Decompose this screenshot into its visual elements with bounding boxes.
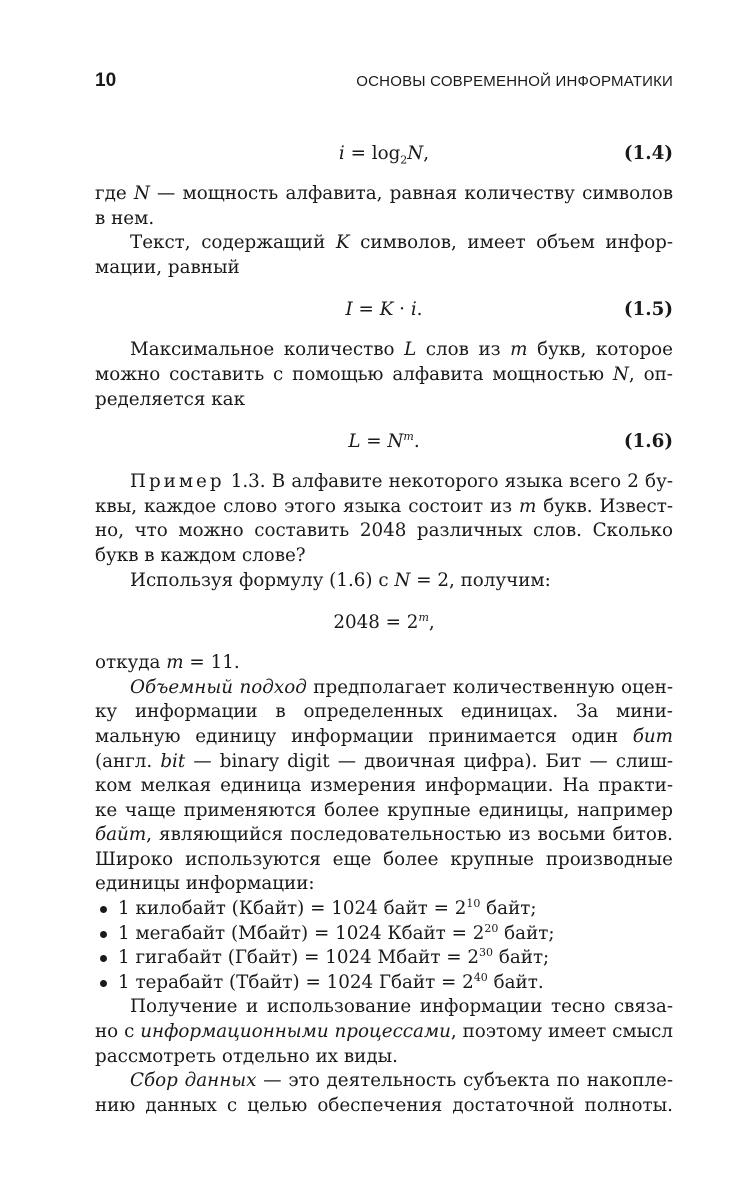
equation-1-5: I = K · i. (1.5) [95, 296, 673, 324]
running-title: ОСНОВЫ СОВРЕМЕННОЙ ИНФОРМАТИКИ [356, 73, 673, 90]
paragraph: ку информации в определенных единицах. За мини- [95, 701, 673, 723]
paragraph: букв в каждом слове? [95, 544, 306, 566]
paragraph: байт, являющийся последовательностью из восьми битов. [95, 824, 673, 846]
paragraph: рассмотреть отдельно их виды. [95, 1045, 398, 1067]
equation-1-4: $i = \log_2N$, (1.4) [95, 140, 673, 168]
unit-list [95, 897, 673, 995]
paragraph: Сбор данных — это деятельность субъекта по накопле- [130, 1070, 674, 1092]
paragraph: квы, каждое слово этого языка состоит из m букв. Извест- [95, 495, 674, 517]
page-body [95, 124, 673, 1118]
term-italic: информационными процессами [140, 1021, 451, 1043]
paragraph: где N — мощность алфавита, равная количеству символов [95, 183, 673, 204]
equation-number: (1.5) [623, 299, 673, 321]
list-item: 1 гигабайт (Гбайт) = 1024 Мбайт = $2^{30}$ байт; [118, 946, 673, 971]
list-item: 1 терабайт (Тбайт) = 1024 Гбайт = $2^{40}$ байт. [118, 971, 673, 996]
paragraph: ределяется как [95, 388, 246, 410]
paragraph: ке чаще применяются более крупные единицы, например [95, 799, 673, 821]
paragraph: (англ. bit — binary digit — двоичная цифра). Бит — слиш- [95, 750, 674, 772]
paragraph: но с информационными процессами, поэтому имеет смысл [95, 1021, 673, 1043]
example-paragraph: Пример 1.3. В алфавите некоторого языка всего 2 бу- [130, 471, 673, 493]
paragraph: откуда m = 11. [95, 652, 240, 674]
equation-1-6: $L = N^m$. (1.6) [95, 428, 673, 456]
term-italic: Объемный подход [130, 676, 307, 698]
paragraph: Получение и использование информации тесно связа- [130, 996, 673, 1018]
paragraph: Широко используются еще более крупные производные [95, 848, 673, 870]
paragraph: Объемный подход предполагает количественную оцен- [130, 676, 673, 698]
paragraph: мальную единицу информации принимается один бит [95, 725, 673, 747]
equation-number: (1.4) [623, 143, 673, 164]
paragraph: Максимальное количество L слов из m букв, которое [130, 339, 673, 361]
example-label: Пример [130, 471, 225, 493]
paragraph: единицы информации: [95, 873, 315, 895]
equation-example: $2048 = 2^m$, [333, 611, 435, 634]
paragraph: но, что можно составить 2048 различных слов. Сколько [95, 520, 673, 542]
page-number: 10 [95, 70, 117, 91]
term-italic: Сбор данных [130, 1070, 257, 1092]
paragraph: можно составить с помощью алфавита мощностью N, оп- [95, 363, 673, 385]
list-item: 1 килобайт (Кбайт) = 1024 байт = $2^{10}$ байт; [118, 897, 673, 922]
equation-number: (1.6) [623, 431, 673, 453]
paragraph: в нем. [95, 207, 155, 229]
list-item: 1 мегабайт (Мбайт) = 1024 Кбайт = $2^{20}$ байт; [118, 922, 673, 947]
paragraph: нию данных с целью обеспечения достаточной полноты. [95, 1094, 673, 1116]
paragraph: мации, равный [95, 256, 240, 278]
paragraph: Текст, содержащий K символов, имеет объем инфор- [130, 232, 673, 254]
page-header [95, 70, 673, 96]
paragraph: ком мелкая единица измерения информации. На практи- [95, 775, 673, 797]
paragraph: Используя формулу (1.6) с N = 2, получим: [130, 569, 551, 591]
